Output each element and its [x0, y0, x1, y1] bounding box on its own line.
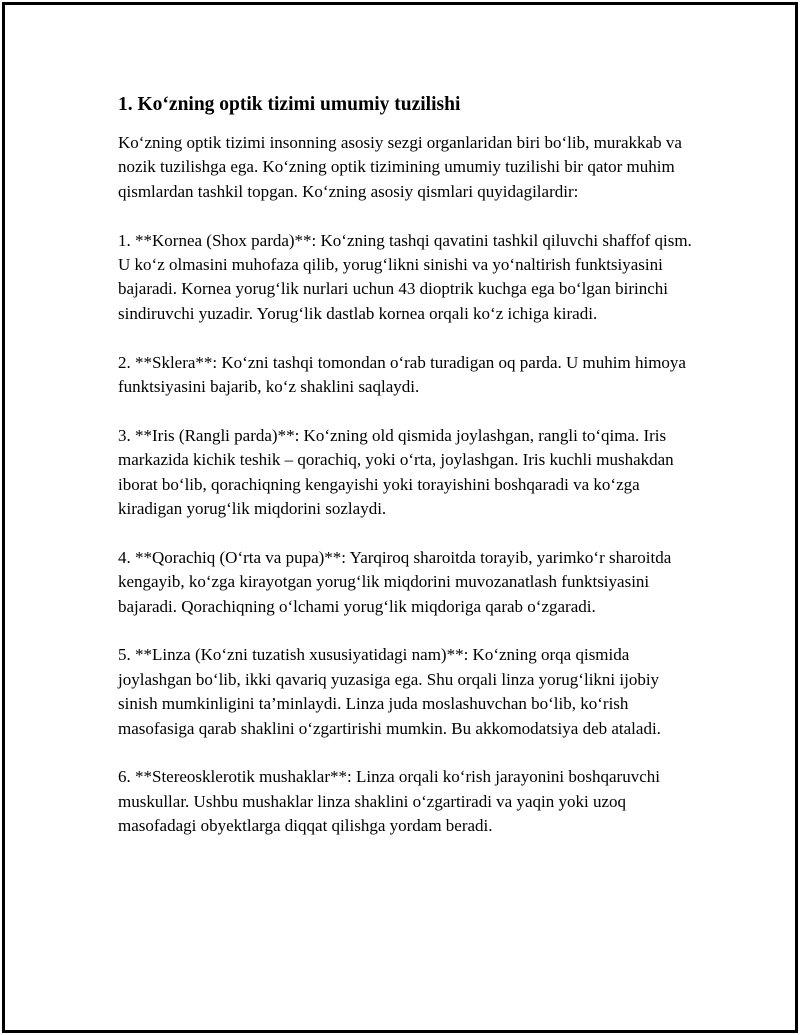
paragraph-mushaklar: 6. **Stereosklerotik mushaklar**: Linza orqali ko‘rish jarayonini boshqaruvchi muskullar. Ushbu mushaklar linza shaklini o‘zgartiradi va yaqin yoki uzoq masofadagi obyektlarga diqqat qilishga yordam beradi.	[118, 767, 660, 836]
paragraph-qorachiq: 4. **Qorachiq (O‘rta va pupa)**: Yarqiroq sharoitda torayib, yarimko‘r sharoitda kengayib, ko‘zga kirayotgan yorug‘lik miqdorini muvozanatlash funktsiyasini bajaradi. Qorachiqning o‘lchami yorug‘lik miqdoriga qarab o‘zgaradi.	[118, 547, 672, 616]
paragraph-kornea: 1. **Kornea (Shox parda)**: Ko‘zning tashqi qavatini tashkil qiluvchi shaffof qism. U ko‘z olmasini muhofaza qilib, yorug‘likni sinishi va yo‘naltirish funktsiyasini bajaradi. Kornea yorug‘lik nurlari uchun 43 dioptrik kuchga ega bo‘lgan birinchi sindiruvchi yuzadir. Yorug‘lik dastlab kornea orqali ko‘z ichiga kiradi.	[118, 230, 692, 323]
document-body	[114, 88, 694, 863]
paragraph-iris: 3. **Iris (Rangli parda)**: Ko‘zning old qismida joylashgan, rangli to‘qima. Iris markazida kichik teshik – qorachiq, yoki o‘rta, joylashgan. Iris kuchli mushakdan iborat bo‘lib, qorachiqning kengayishi yoki torayishini boshqaradi va ko‘zga kiradigan yorug‘lik miqdorini sozlaydi.	[118, 425, 674, 519]
intro-paragraph: Ko‘zning optik tizimi insonning asosiy sezgi organlaridan biri bo‘lib, murakkab va nozik tuzilishga ega. Ko‘zning optik tizimining umumiy tuzilishi bir qator muhim qismlardan tashkil topgan. Ko‘zning asosiy qismlari quyidagilardir:	[118, 133, 682, 201]
paragraph-sklera: 2. **Sklera**: Ko‘zni tashqi tomondan o‘rab turadigan oq parda. U muhim himoya funktsiyasini bajarib, ko‘z shaklini saqlaydi.	[118, 352, 686, 397]
section-heading: 1. Ko‘zning optik tizimi umumiy tuzilishi	[118, 94, 461, 115]
paragraph-linza: 5. **Linza (Ko‘zni tuzatish xususiyatidagi nam)**: Ko‘zning orqa qismida joylashgan bo‘lib, ikki qavariq yuzasiga ega. Shu orqali linza yorug‘likni ijobiy sinish mumkinligini ta’minlaydi. Linza juda moslashuvchan bo‘lib, ko‘rish masofasiga qarab shaklini o‘zgartirishi mumkin. Bu akkomodatsiya deb ataladi.	[118, 645, 661, 738]
